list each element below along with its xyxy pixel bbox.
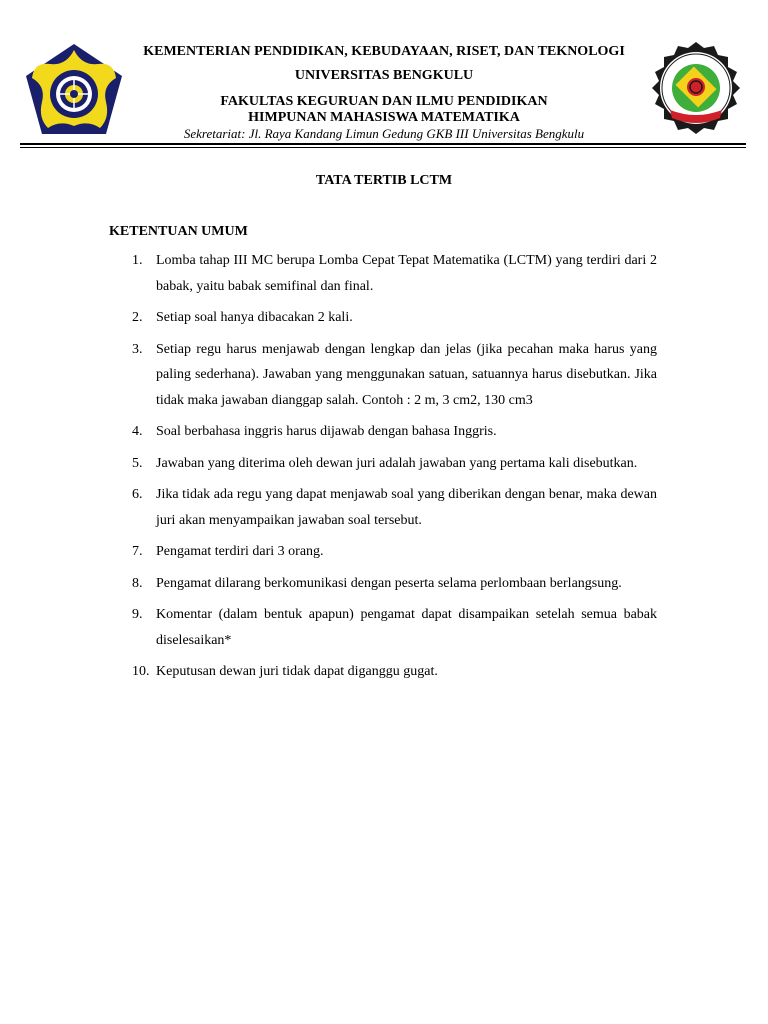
rule-item: [109, 482, 657, 533]
rule-number: 3.: [132, 341, 143, 357]
rule-text: Keputusan dewan juri tidak dapat diganggu gugat.: [156, 664, 438, 679]
rule-item: [109, 451, 657, 477]
rule-text: Setiap soal hanya dibacakan 2 kali.: [156, 310, 353, 325]
rule-number: 4.: [132, 424, 143, 439]
rule-number: 1.: [132, 253, 143, 268]
rule-text: Lomba tahap III MC berupa Lomba Cepat Tepat Matematika (LCTM) yang terdiri dari 2 babak, yaitu babak semifinal dan final.: [156, 253, 657, 294]
rule-item: [109, 248, 657, 299]
document-title: TATA TERTIB LCTM: [315, 173, 453, 188]
university-name: UNIVERSITAS BENGKULU: [294, 68, 474, 83]
rule-item: [109, 571, 657, 597]
rule-text: Jika tidak ada regu yang dapat menjawab soal yang diberikan dengan benar, maka dewan juri akan menyampaikan jawaban soal tersebut.: [156, 487, 657, 528]
rule-number: 7.: [132, 544, 143, 559]
rule-number: 5.: [132, 455, 143, 471]
secretariat-address: Sekretariat: Jl. Raya Kandang Limun Gedung GKB III Universitas Bengkulu: [183, 126, 585, 141]
rule-item: [109, 659, 657, 685]
ministry-name: KEMENTERIAN PENDIDIKAN, KEBUDAYAAN, RISET, DAN TEKNOLOGI: [143, 44, 625, 59]
rule-text: Soal berbahasa inggris harus dijawab dengan bahasa Inggris.: [156, 424, 497, 439]
rules-list: [109, 248, 657, 691]
rule-item: [109, 602, 657, 653]
rule-item: [109, 539, 657, 565]
rule-item: [109, 305, 657, 331]
rule-text: Pengamat terdiri dari 3 orang.: [156, 544, 324, 559]
university-logo: [22, 40, 126, 140]
letterhead-divider-thin: [20, 147, 746, 148]
rule-text: Setiap regu harus menjawab dengan lengkap dan jelas (jika pecahan maka harus yang paling sederhana). Jawaban yang menggunakan satuan, satuannya harus disebutkan. Jika tidak maka jawaban dianggap salah. Contoh : 2 m, 3 cm2, 130 cm3: [156, 341, 657, 408]
rule-number: 6.: [132, 487, 143, 502]
rule-text: Komentar (dalam bentuk apapun) pengamat dapat disampaikan setelah semua babak diselesaikan*: [156, 607, 657, 648]
faculty-name: FAKULTAS KEGURUAN DAN ILMU PENDIDIKAN: [220, 94, 548, 109]
section-heading: KETENTUAN UMUM: [109, 224, 248, 239]
rule-number: 9.: [132, 607, 143, 622]
rule-item: [109, 337, 657, 414]
rule-text: Jawaban yang diterima oleh dewan juri adalah jawaban yang pertama kali disebutkan.: [156, 455, 638, 471]
rule-number: 2.: [132, 310, 143, 325]
association-name: HIMPUNAN MAHASISWA MATEMATIKA: [248, 110, 520, 125]
rule-item: [109, 419, 657, 445]
himatika-logo: [648, 40, 744, 136]
rule-text: Pengamat dilarang berkomunikasi dengan peserta selama perlombaan berlangsung.: [156, 575, 622, 591]
rule-number: 8.: [132, 575, 143, 591]
letterhead-divider: [20, 143, 746, 145]
rule-number: 10.: [132, 664, 150, 679]
